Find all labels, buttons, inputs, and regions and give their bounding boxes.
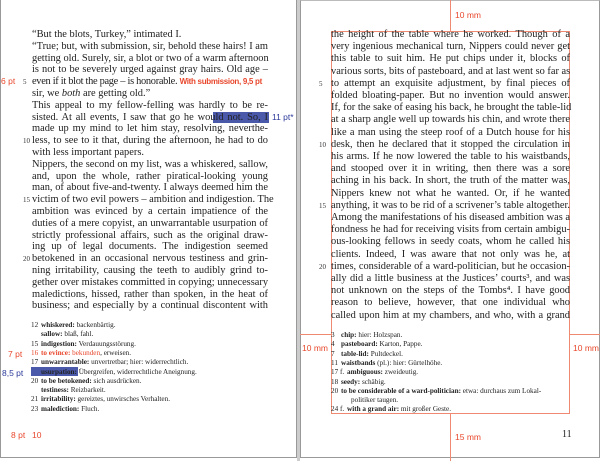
text-segment: less, to see to it that, during the afternoon, he had to do: [32, 135, 268, 147]
footnote-number: 11: [331, 358, 338, 367]
left-margin-arrow: [300, 334, 331, 335]
text-line: [32, 159, 268, 171]
footnote-number: 7: [331, 349, 335, 358]
footnote-number: 15: [31, 339, 39, 348]
text-line: [32, 64, 268, 76]
footnote: [31, 368, 197, 377]
footnote-definition: hier: Holzspan.: [356, 331, 403, 339]
footnote-term: with a grand air:: [347, 405, 400, 414]
footnote-term: ambiguous:: [347, 368, 383, 377]
size-annotation: With submission, 9,5 pt: [179, 77, 262, 87]
text-segment: If, for the sake of easing his back, he brought the table-lid: [331, 102, 572, 114]
text-segment: aching in his back. In short, the truth of the matter was,: [331, 175, 570, 187]
footnote-definition: Pultdeckel.: [368, 349, 403, 358]
text-segment: with less important papers.: [32, 147, 144, 158]
text-segment: victim of two evil powers – ambition and indigestion. The: [32, 194, 274, 206]
text-line: [32, 265, 268, 277]
top-margin-label: 10 mm: [455, 10, 481, 20]
text-segment: his arms. If he now lowered the table to his waistbands,: [331, 151, 570, 162]
text-line: [331, 285, 570, 297]
text-segment: ing up of legal documents. The indigestion seemed: [32, 241, 268, 253]
text-line: [331, 29, 570, 41]
line-number: 10: [319, 140, 326, 149]
text-segment: the height of the table where he worked. Though of a: [331, 29, 570, 40]
footnote-number: 17: [31, 358, 39, 367]
footnote: [31, 405, 99, 414]
footnote-term: usurpation:: [41, 367, 77, 376]
footnote: [31, 349, 131, 358]
text-line: [32, 41, 268, 53]
footnote-definition: (pl.): hier: Gürtelhöhe.: [375, 358, 443, 367]
text-segment: Nippers, the second on my list, was a whiskered, sallow,: [32, 158, 268, 170]
footnote: [31, 377, 141, 386]
footnote-term: to be betokened:: [41, 376, 92, 385]
footnote-definition: Fluch.: [79, 404, 100, 413]
text-line: [32, 277, 268, 289]
text-segment: and stooped over it in writing, then there was a sore: [331, 163, 570, 175]
footnote: [31, 358, 188, 367]
left-page-number: 10: [32, 430, 42, 440]
footnote: [331, 396, 398, 405]
text-line: [32, 53, 268, 65]
footnote-definition: gereiztes, unwirsches Verhalten.: [75, 395, 171, 404]
text-line: [331, 127, 570, 139]
text-segment: business; and especially by a continual discontent with: [32, 300, 268, 312]
footnote-term: whiskered:: [41, 321, 75, 329]
text-segment: is not to be severely urged against gray hairs. Old age –: [32, 64, 268, 76]
footnote-definition: backenbärtig.: [74, 321, 116, 329]
footnote-definition: etwa: durchaus zum Lokal-: [460, 386, 542, 395]
text-segment: even if it blot the page – is honorable.: [32, 76, 180, 88]
text-line: [32, 147, 268, 159]
text-line: [331, 273, 570, 285]
text-segment: duties of a mere copyist, an unwarrantable usurpation of: [32, 217, 268, 229]
text-line: [32, 253, 268, 265]
text-segment: “True; but, with submission, sir, behold these hairs! I am: [32, 40, 268, 52]
footnote-definition: unvertretbar; hier: widerrechtlich.: [89, 358, 189, 367]
footnote-number: 21: [31, 395, 39, 404]
text-segment: ous-looking fellows in seedy coats, whom he called his: [331, 236, 570, 248]
text-segment: betokened in an occasional nervous testiness and grin-: [32, 253, 268, 265]
text-line: [331, 53, 570, 65]
text-line: [331, 139, 570, 151]
footnote-number: 3: [331, 331, 335, 339]
left-margin-label: 10 mm: [302, 343, 328, 353]
text-line: [32, 100, 268, 112]
text-line: [32, 29, 268, 41]
text-line: [331, 224, 570, 236]
text-segment: sisted. At all events, I saw that go he would not. So, I: [32, 111, 268, 123]
footnote-number: 20: [331, 386, 339, 395]
footnote: [31, 395, 170, 404]
text-line: [32, 206, 268, 218]
text-line: [331, 90, 570, 102]
footnote-term: irritability:: [41, 395, 76, 404]
text-line: [32, 171, 268, 183]
footnote-term: sallow:: [41, 330, 63, 339]
body-size-annotation: 6 pt: [1, 76, 16, 86]
right-margin-label: 10 mm: [573, 343, 599, 353]
text-line: [331, 102, 570, 114]
footnote-definition: politiker taugen.: [351, 396, 399, 405]
text-segment: not unknown on the steps of the Tombs⁴. I have good: [331, 285, 570, 297]
footnote: [31, 386, 106, 395]
text-line: [331, 212, 570, 224]
line-spacing-annotation: 11 pt*: [272, 112, 294, 122]
text-line: [331, 151, 570, 163]
line-number: 5: [23, 78, 27, 87]
footnote: [331, 359, 442, 368]
text-segment: made up my mind to let him stay, resolving, neverthe-: [32, 123, 268, 135]
text-segment: anything, it was to be rid of a scrivener’s table altogether.: [331, 199, 570, 211]
page-number-size-annotation: 8 pt: [11, 430, 26, 440]
footnote: [31, 330, 93, 339]
text-segment: desk, then he declared that it stopped the circulation in: [331, 138, 570, 150]
text-segment: clients. Indeed, I was aware that not only was he, at: [331, 248, 570, 260]
footnote-number: 12: [31, 321, 39, 329]
text-segment: ning irritability, causing the teeth to audibly grind to-: [32, 265, 268, 276]
text-segment: sir, we: [32, 88, 62, 99]
text-line: [32, 182, 268, 194]
footnote-number: 23: [31, 404, 39, 413]
footnote-definition: Reizbarkeit.: [68, 386, 106, 395]
footnote: [331, 387, 541, 396]
text-line: [32, 218, 268, 230]
text-line: [331, 297, 570, 309]
footnote-number: 17 f.: [331, 368, 345, 377]
text-line: [32, 112, 268, 124]
text-segment: at a sharp angle well up towards his chin, and wrote there: [331, 114, 570, 126]
text-segment: ambition was evinced by a certain impatience of the: [32, 206, 268, 217]
text-line: [32, 194, 274, 206]
footnote-definition-rest: , erweisen.: [100, 348, 132, 357]
text-line: [331, 163, 570, 175]
text-segment: This appeal to my fellow-felling was hardly to be re-: [32, 99, 268, 111]
footnote-definition: blaß, fahl.: [62, 330, 94, 339]
text-segment: called upon him at my chambers, and who, with a grand: [331, 309, 570, 321]
text-segment: various sorts, bits of pasteboard, and at last went so far as: [331, 65, 571, 77]
text-line: [331, 310, 570, 322]
text-line: [32, 300, 268, 312]
footnote: [31, 321, 116, 330]
footnote: [331, 378, 386, 387]
text-segment: reason to believe, however, that one individual who: [331, 297, 570, 309]
text-segment: Among the manifestations of his diseased ambition was a: [331, 212, 570, 223]
text-line: [32, 88, 268, 100]
footnote-term: waistbands: [341, 358, 376, 367]
footnote-definition: bekunden: [70, 348, 101, 357]
footnote-number: 16: [31, 348, 39, 357]
footnote-definition: zweideutig.: [382, 368, 419, 377]
footnote-term: indigestion:: [41, 339, 77, 348]
text-segment: maledictions, hissed, rather than spoken, in the heat of: [32, 288, 268, 300]
footnote: [331, 340, 422, 349]
text-segment: very ingenious mechanical turn, Nippers could never get: [331, 41, 570, 53]
text-line: [331, 236, 570, 248]
bottom-margin-arrow: [450, 414, 451, 461]
text-segment: man, of about five-and-twenty. I always deemed him the: [32, 182, 268, 194]
footnote-term: unwarrantable:: [41, 358, 90, 367]
text-line: [32, 289, 268, 301]
text-line: [331, 114, 570, 126]
bottom-margin-label: 15 mm: [455, 432, 481, 442]
text-segment: times, considerable of a ward-politician, but he occasion-: [331, 260, 570, 272]
line-number: 20: [23, 255, 30, 264]
footnote-term: chip:: [341, 331, 357, 339]
footnote-number: 4: [331, 340, 335, 349]
text-segment: “But the blots, Turkey,” intimated I.: [32, 29, 182, 40]
footnote: [331, 368, 418, 377]
footnote: [331, 405, 451, 414]
footnote-definition: Verdauungsstörung.: [76, 339, 136, 348]
text-line: [331, 78, 570, 90]
footnote-number: 24 f.: [331, 405, 345, 414]
footnote: [331, 350, 403, 359]
text-segment: are getting old.”: [80, 88, 151, 99]
text-segment: strictly professional affairs, such as the original draw-: [32, 229, 268, 241]
line-number: 5: [319, 79, 323, 88]
footnote-definition: schäbig.: [360, 377, 386, 386]
footnote-number: 18: [331, 377, 339, 386]
text-line: [32, 123, 268, 135]
line-number: 15: [319, 201, 326, 210]
text-line: [331, 66, 570, 78]
line-number: 10: [23, 137, 30, 146]
text-segment: folded bloating-paper. But no invention would answer.: [331, 90, 570, 101]
text-segment: getting old. Surely, sir, a blot or two of a warm afternoon: [32, 52, 269, 64]
text-segment: this table to suit him. He put chips under it, blocks of: [331, 53, 570, 65]
footnote-definition: Übergreifen, widerrechtliche Aneignung.: [76, 367, 197, 376]
text-line: [32, 241, 268, 253]
text-segment: and, upon the whole, rather piratical-looking young: [32, 170, 268, 182]
text-segment: gether over mistakes committed in copying; unnecessary: [32, 276, 269, 288]
footnote-term: seedy:: [341, 377, 361, 386]
footnote-term: malediction:: [41, 404, 80, 413]
footnote-term: to be considerable of a ward-politician:: [341, 386, 461, 395]
footnote: [31, 340, 136, 349]
right-page-number: 11: [562, 429, 572, 440]
text-line: [331, 41, 570, 53]
text-line: [331, 261, 570, 273]
text-line: [32, 135, 268, 147]
text-line: [331, 200, 570, 212]
footnote-term: testiness:: [41, 386, 69, 395]
text-segment: both: [61, 88, 81, 99]
text-segment: like a man using the steep roof of a Dutch house for his: [331, 126, 570, 138]
top-margin-arrow: [450, 0, 451, 31]
footnote-spacing-annotation: 8,5 pt: [2, 368, 24, 378]
footnote-term: table-lid:: [341, 349, 369, 358]
text-segment: Nippers knew not what he wanted. Or, if he wanted: [331, 187, 570, 199]
text-line: [331, 249, 570, 261]
footnote-definition: sich ausdrücken.: [91, 376, 142, 385]
footnote-definition: Karton, Pappe.: [377, 340, 423, 349]
text-line: [331, 175, 570, 187]
text-line: [32, 76, 268, 88]
text-line: [331, 188, 570, 200]
footnote-term: pasteboard:: [341, 340, 378, 349]
line-number: 20: [319, 262, 326, 271]
text-segment: fondness he had for receiving visits from certain ambigu-: [331, 224, 570, 236]
right-margin-arrow: [570, 334, 600, 335]
footnote-number: 20: [31, 376, 39, 385]
text-line: [32, 230, 268, 242]
footnote: [331, 331, 402, 340]
footnote-size-annotation: 7 pt: [8, 349, 23, 359]
footnote-definition: mit großer Geste.: [399, 405, 452, 414]
text-segment: ally did a little business at the Justices’ courts³, and was: [331, 273, 570, 284]
text-segment: to attempt an exquisite adjustment, by final pieces of: [331, 77, 570, 89]
line-number: 15: [23, 196, 30, 205]
footnote-term: to evince:: [41, 348, 71, 357]
